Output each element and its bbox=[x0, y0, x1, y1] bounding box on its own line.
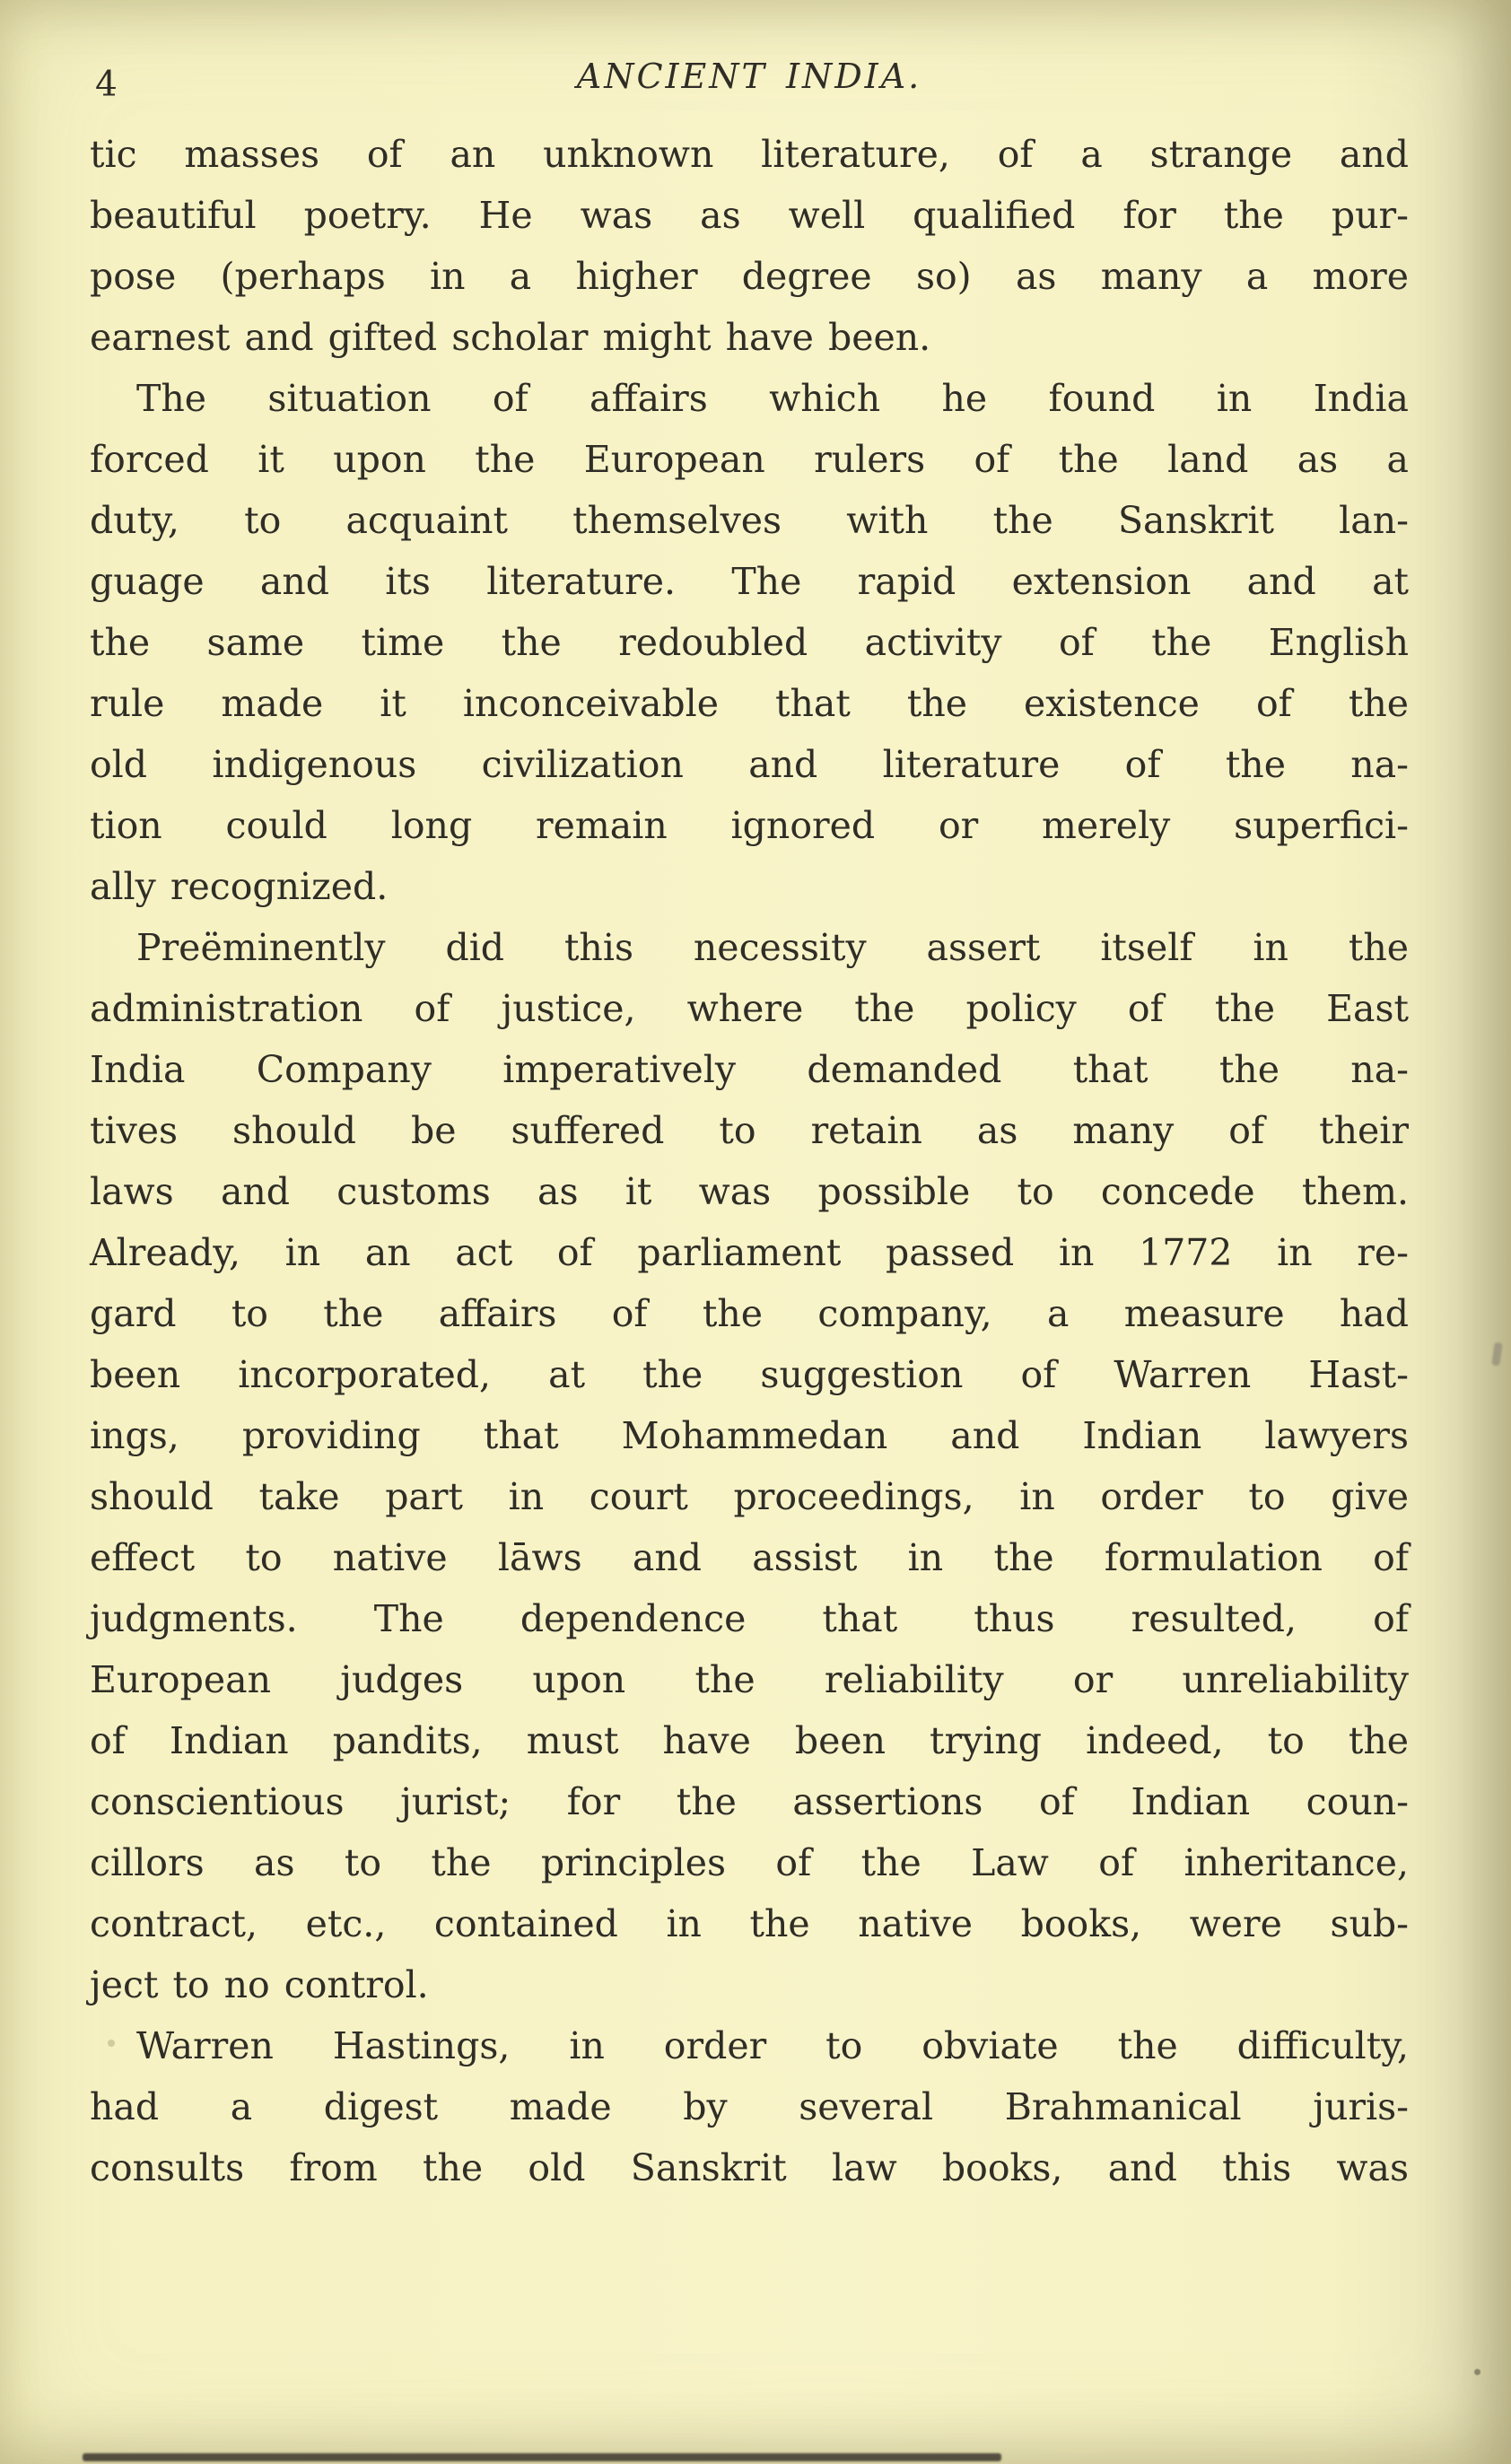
text-line: tion could long remain ignored or merely superfici- bbox=[90, 804, 1409, 847]
text-line: Warren Hastings, in order to obviate the difficulty, bbox=[136, 2024, 1409, 2067]
paragraph bbox=[90, 917, 1409, 2015]
text-line: the same time the redoubled activity of the English bbox=[90, 621, 1409, 664]
text-line: rule made it inconceivable that the existence of the bbox=[90, 682, 1409, 725]
paragraph bbox=[90, 368, 1409, 917]
text-line: forced it upon the European rulers of the land as a bbox=[90, 438, 1409, 481]
text-line: The situation of affairs which he found in India bbox=[136, 377, 1409, 420]
text-block bbox=[90, 124, 1409, 2198]
text-line: beautiful poetry. He was as well qualified for the pur- bbox=[90, 194, 1409, 237]
page-number: 4 bbox=[95, 65, 118, 105]
text-line: ally recognized. bbox=[90, 865, 389, 908]
scan-artifact-speck bbox=[1474, 2369, 1480, 2375]
scan-artifact-bottom-bar bbox=[83, 2453, 1001, 2461]
text-line: conscientious jurist; for the assertions of Indian coun- bbox=[90, 1780, 1409, 1823]
text-line: Preëminently did this necessity assert itself in the bbox=[136, 926, 1409, 969]
text-line: India Company imperatively demanded that the na- bbox=[90, 1048, 1409, 1091]
page-header bbox=[90, 56, 1409, 105]
text-line: pose (perhaps in a higher degree so) as many a more bbox=[90, 255, 1409, 298]
text-line: laws and customs as it was possible to concede them. bbox=[90, 1170, 1409, 1213]
text-line: duty, to acquaint themselves with the Sanskrit lan- bbox=[90, 499, 1409, 542]
text-line: been incorporated, at the suggestion of Warren Hast- bbox=[90, 1353, 1409, 1396]
text-line: guage and its literature. The rapid extension and at bbox=[90, 560, 1409, 603]
text-line: gard to the affairs of the company, a measure had bbox=[90, 1292, 1409, 1335]
text-line: contract, etc., contained in the native books, were sub- bbox=[90, 1902, 1409, 1945]
text-line: of Indian pandits, must have been trying indeed, to the bbox=[90, 1719, 1409, 1762]
text-line: Already, in an act of parliament passed in 1772 in re- bbox=[90, 1231, 1409, 1274]
text-line: tic masses of an unknown literature, of a strange and bbox=[90, 133, 1409, 176]
text-line: should take part in court proceedings, in order to give bbox=[90, 1475, 1409, 1518]
text-line: old indigenous civilization and literature of the na- bbox=[90, 743, 1409, 786]
text-line: judgments. The dependence that thus resulted, of bbox=[90, 1597, 1409, 1640]
text-line: ject to no control. bbox=[90, 1963, 429, 2006]
text-line: tives should be suffered to retain as many of their bbox=[90, 1109, 1409, 1152]
text-line: had a digest made by several Brahmanical juris- bbox=[90, 2085, 1409, 2128]
text-line: consults from the old Sanskrit law books, and this was bbox=[90, 2146, 1409, 2189]
text-line: ings, providing that Mohammedan and Indian lawyers bbox=[90, 1414, 1409, 1457]
text-line: effect to native lāws and assist in the formulation of bbox=[90, 1536, 1409, 1579]
paragraph bbox=[90, 124, 1409, 368]
text-line: cillors as to the principles of the Law of inheritance, bbox=[90, 1841, 1409, 1884]
paragraph bbox=[90, 2015, 1409, 2198]
text-line: administration of justice, where the policy of the East bbox=[90, 987, 1409, 1030]
running-title: ANCIENT INDIA. bbox=[576, 57, 922, 96]
text-line: European judges upon the reliability or unreliability bbox=[90, 1658, 1409, 1701]
scan-artifact-edge-dash bbox=[1491, 1342, 1503, 1367]
text-line: earnest and gifted scholar might have been. bbox=[90, 316, 931, 359]
